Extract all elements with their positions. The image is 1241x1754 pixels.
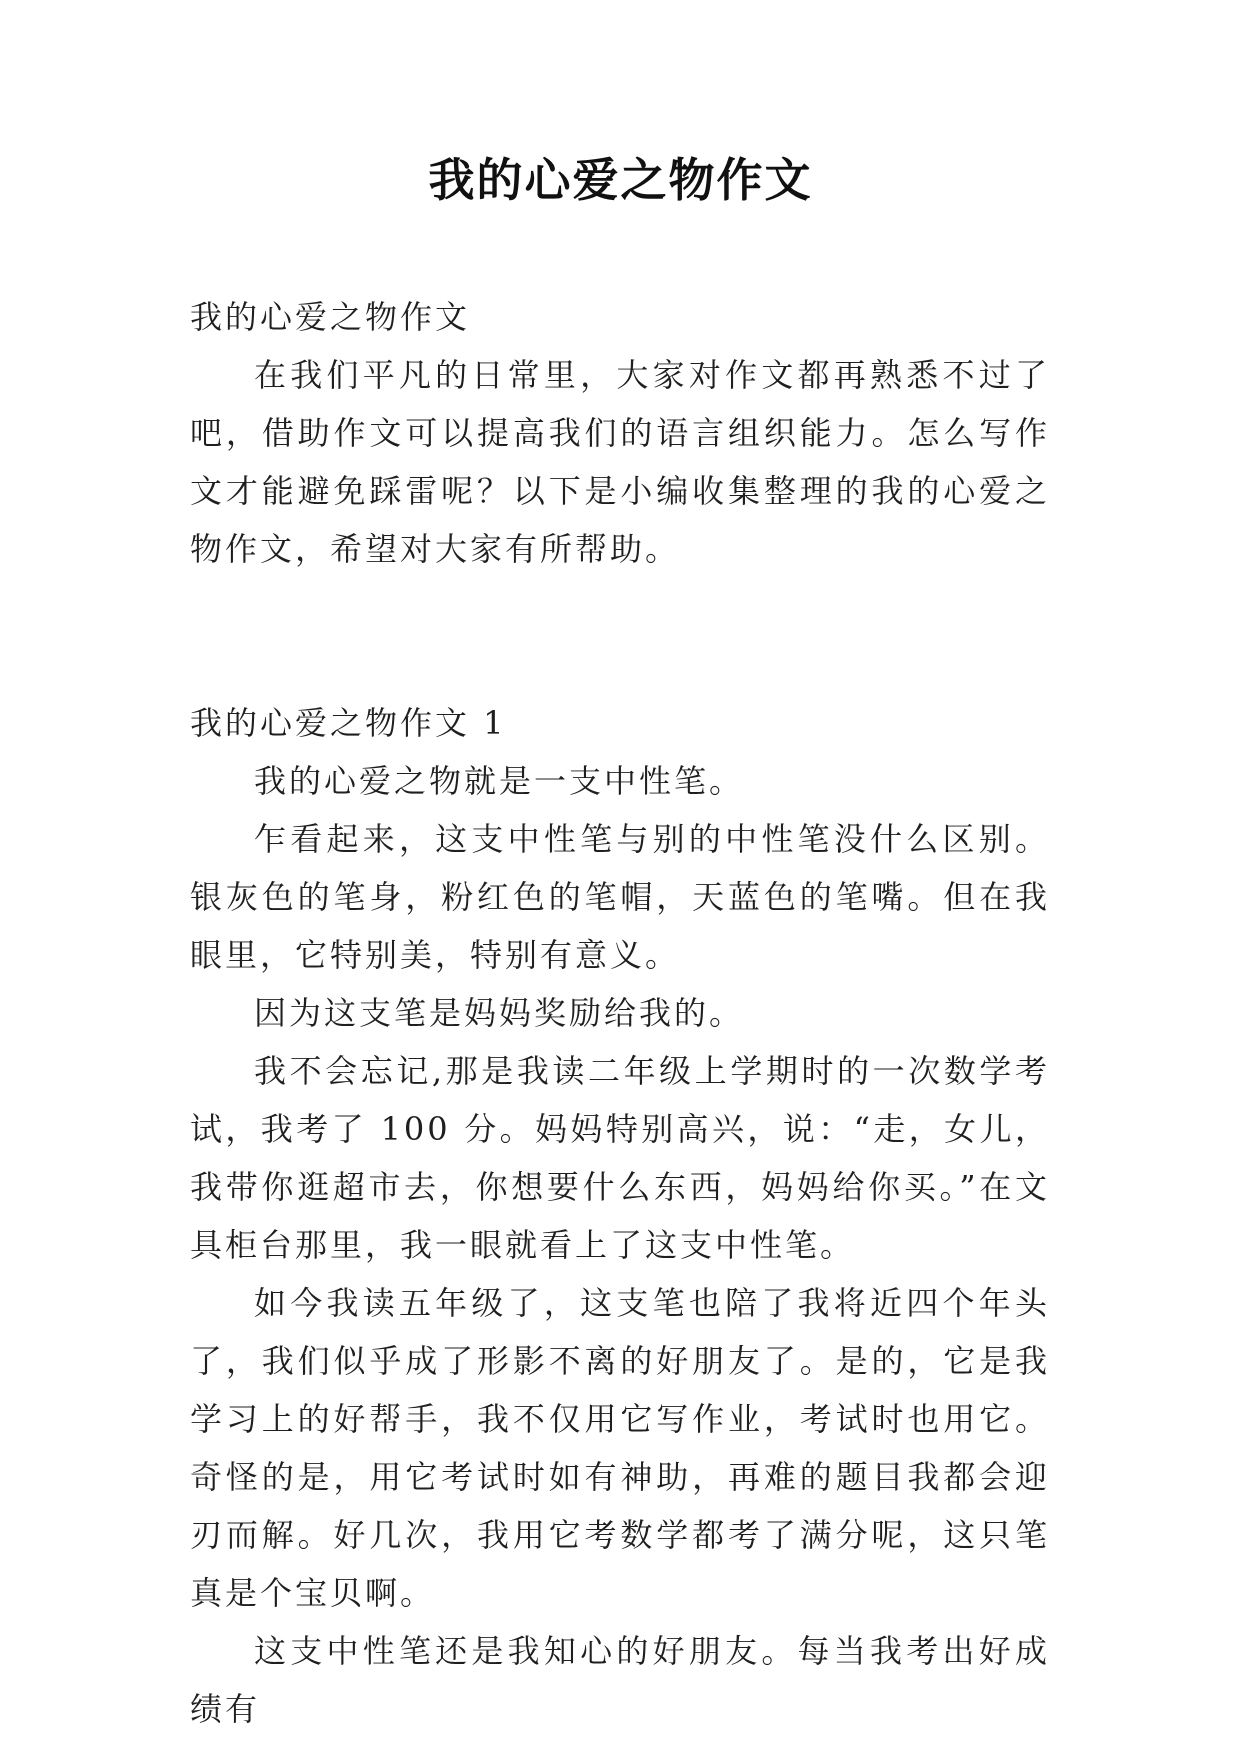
essay-1-paragraph: 如今我读五年级了，这支笔也陪了我将近四个年头了，我们似乎成了形影不离的好朋友了。是的，它是我学习上的好帮手，我不仅用它写作业，考试时也用它。奇怪的是，用它考试时如有神助，再难的题目我都会迎刃而解。好几次，我用它考数学都考了满分呢，这只笔真是个宝贝啊。	[190, 1284, 1050, 1612]
essay-1-paragraph: 我的心爱之物就是一支中性笔。	[254, 762, 745, 800]
document-title: 我的心爱之物作文	[428, 153, 813, 207]
essay-1-paragraph: 我不会忘记,那是我读二年级上学期时的一次数学考试，我考了 100 分。妈妈特别高兴，说：“走，女儿，我带你逛超市去，你想要什么东西，妈妈给你买。”在文具柜台那里，我一眼就看上了这支中性笔。	[190, 1052, 1050, 1264]
essay-1-paragraph: 这支中性笔还是我知心的好朋友。每当我考出好成绩有	[190, 1632, 1050, 1728]
intro-heading: 我的心爱之物作文	[190, 298, 471, 336]
essay-1-paragraph: 乍看起来，这支中性笔与别的中性笔没什么区别。银灰色的笔身，粉红色的笔帽，天蓝色的笔嘴。但在我眼里，它特别美，特别有意义。	[190, 820, 1050, 974]
section-spacer	[190, 578, 1050, 694]
essay-1-heading: 我的心爱之物作文 1	[190, 704, 507, 742]
essay-1-paragraph: 因为这支笔是妈妈奖励给我的。	[254, 994, 745, 1032]
intro-paragraph: 在我们平凡的日常里，大家对作文都再熟悉不过了吧，借助作文可以提高我们的语言组织能力。怎么写作文才能避免踩雷呢？以下是小编收集整理的我的心爱之物作文，希望对大家有所帮助。	[190, 356, 1050, 568]
document-body	[190, 288, 1050, 1738]
